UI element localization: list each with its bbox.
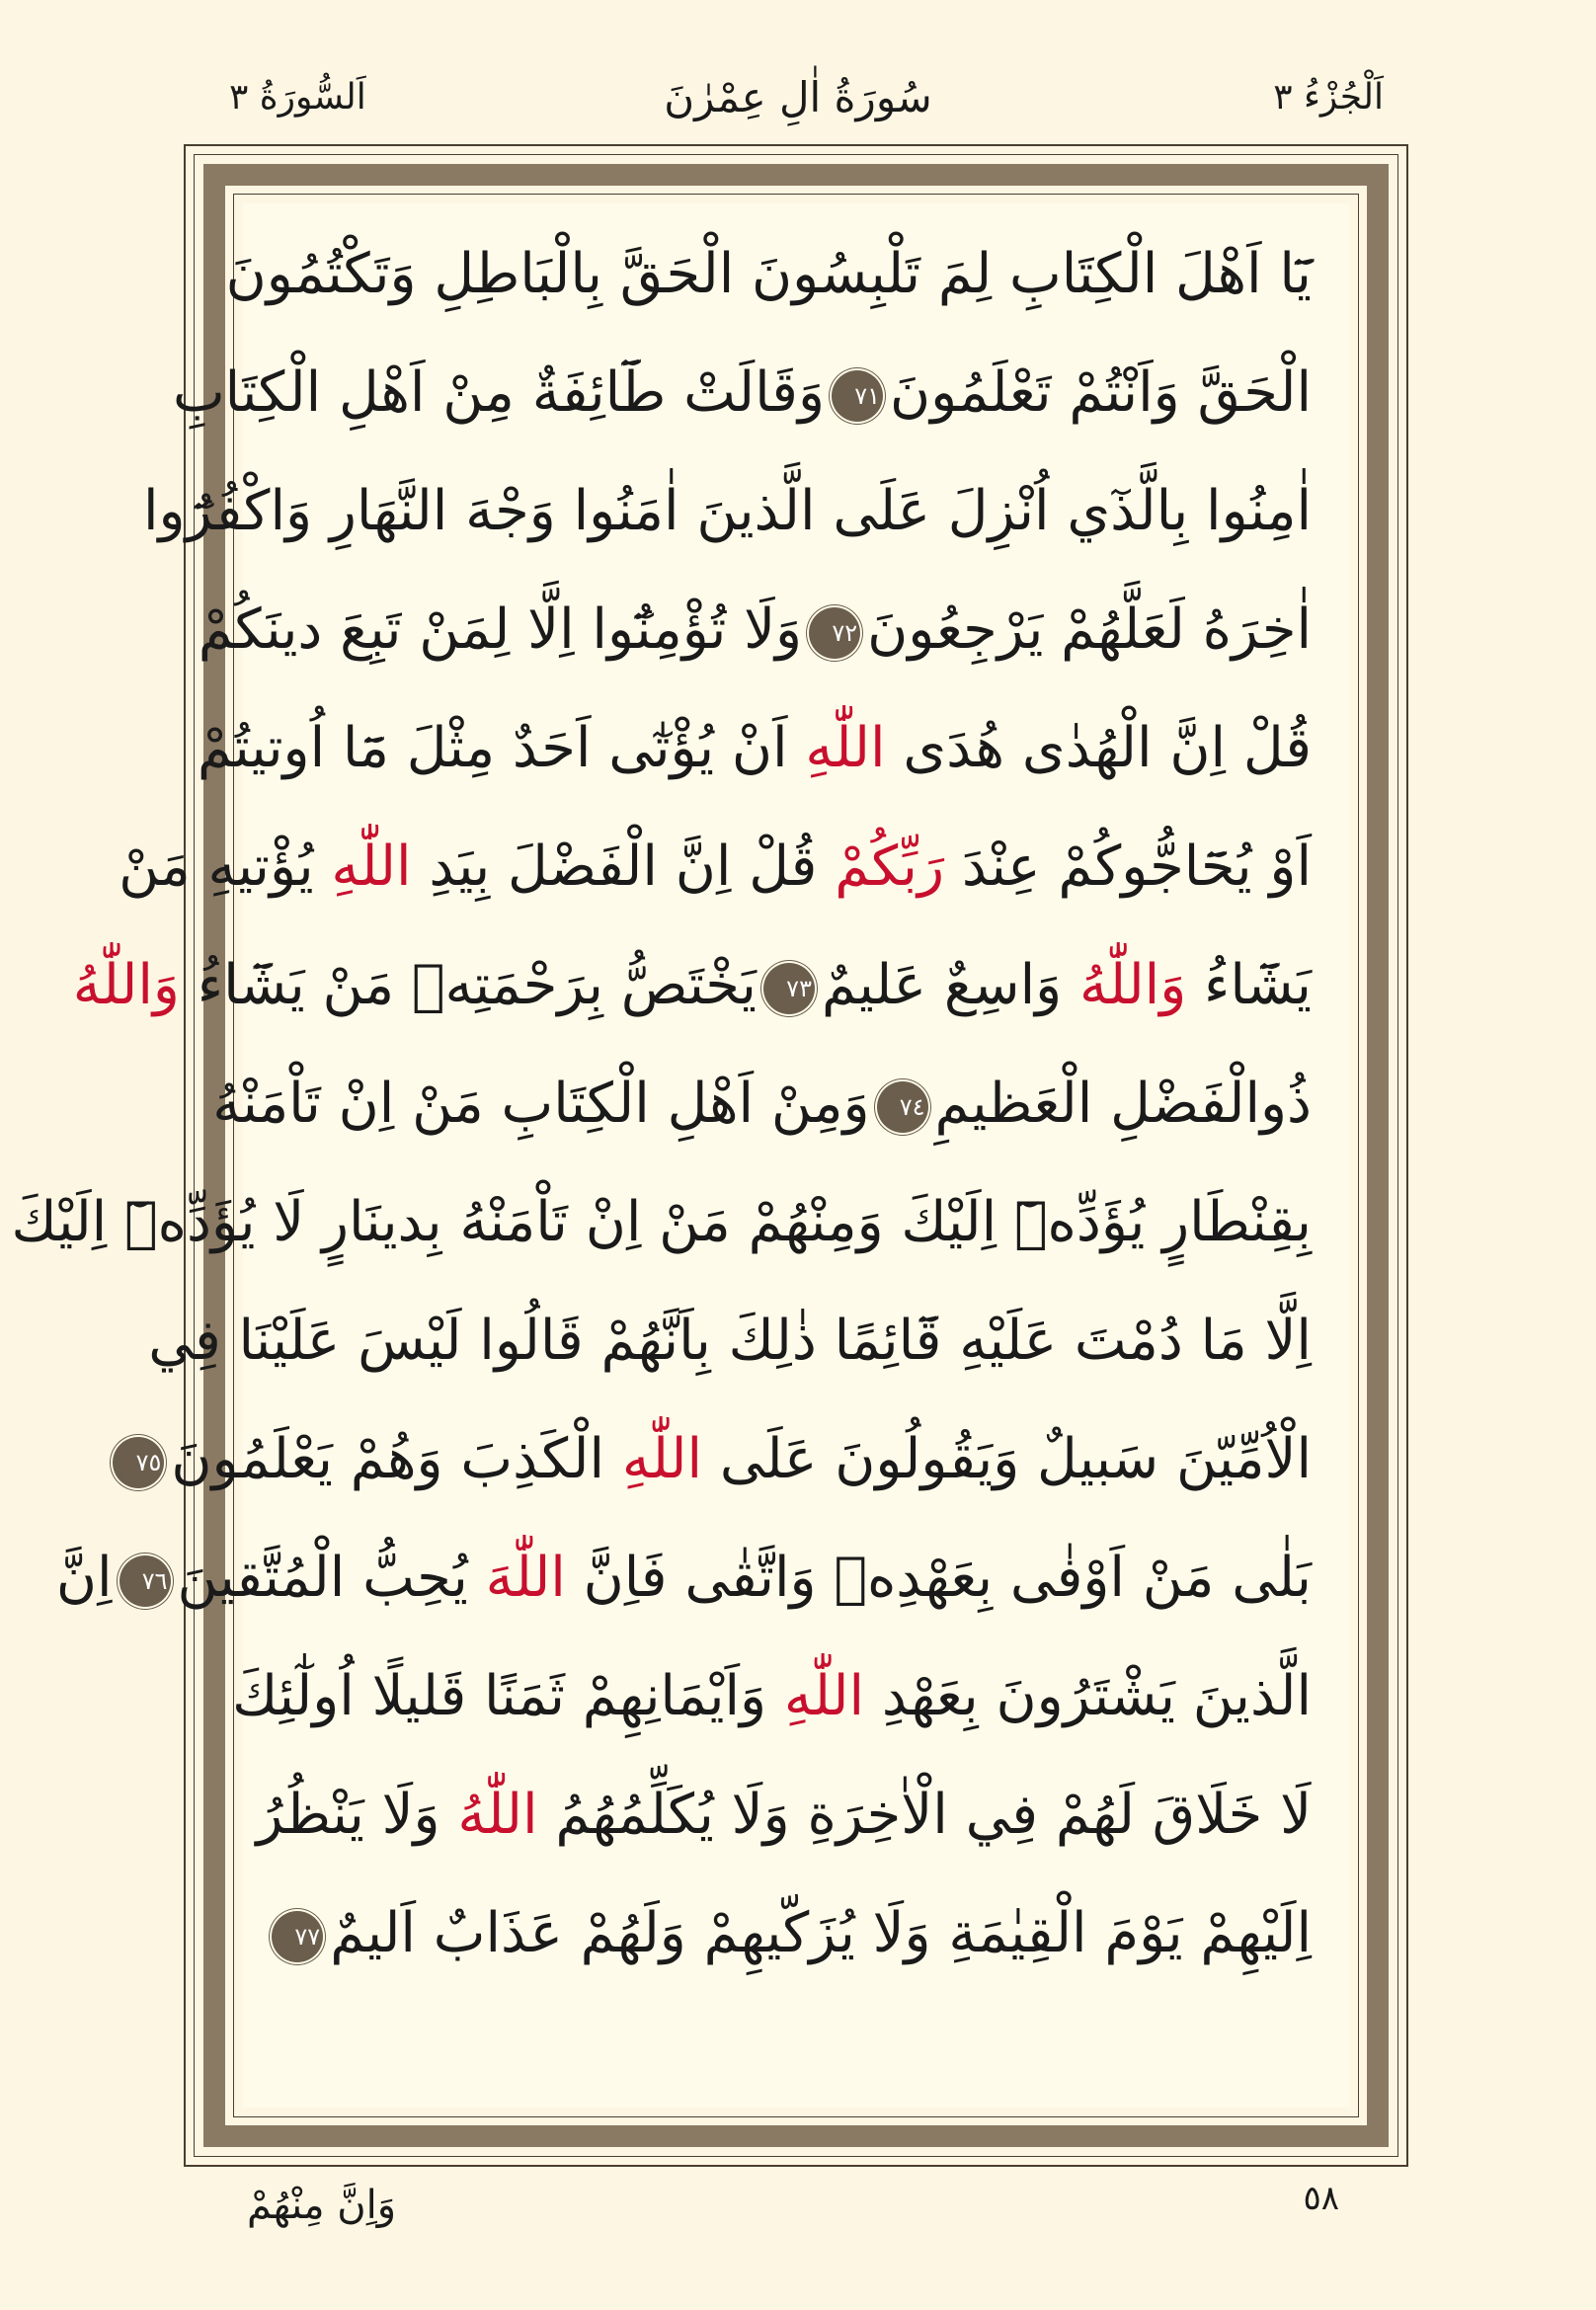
verse-text-segment: يُحِبُّ الْمُتَّقينَ (177, 1546, 486, 1610)
text-line (142, 452, 1349, 571)
verse-text-segment: اَنْ يُؤْتٰٓى اَحَدٌ مِثْلَ مَٓا اُوتيتُمْ (197, 716, 806, 780)
text-line (197, 689, 1349, 808)
divine-name-word: اللّٰهِ (783, 1664, 865, 1728)
verse-text-segment: الَّذينَ يَشْتَرُونَ بِعَهْدِ (864, 1664, 1312, 1728)
divine-name-word: اللّٰهِ (805, 716, 886, 780)
juz-label: اَلْجُزْءُ ٣ (1273, 77, 1384, 118)
verse-text-segment: بِقِنْطَارٍ يُؤَدِّه۪ٓ اِلَيْكَ وَمِنْهُمْ مَنْ اِنْ تَاْمَنْهُ بِدينَارٍ لَا يُؤَدِّه۪ٓ اِلَيْكَ (11, 1190, 1312, 1254)
verse-text-segment: بَلٰى مَنْ اَوْفٰى بِعَهْدِه۪ وَاتَّقٰى فَاِنَّ (565, 1546, 1312, 1610)
text-line (172, 334, 1349, 452)
divine-name-word: وَاللّٰهُ (72, 953, 180, 1017)
verse-text-segment: اٰمِنُوا بِالَّذٓي اُنْزِلَ عَلَى الَّذينَ اٰمَنُوا وَجْهَ النَّهَارِ وَاكْفُرُٓوا (142, 479, 1312, 543)
surah-number-label: اَلسُّورَةُ ٣ (229, 77, 366, 118)
surah-title: سُورَةُ اٰلِ عِمْرٰنَ (664, 73, 932, 121)
text-line (119, 808, 1349, 926)
ayah-number-marker: ٧١ (835, 373, 880, 419)
verse-text-segment: وَاَيْمَانِهِمْ ثَمَنًا قَليلًا اُولٰٓئِكَ (232, 1664, 784, 1728)
text-line (72, 926, 1349, 1045)
verse-text-segment: يَخْتَصُّ بِرَحْمَتِه۪ مَنْ يَشَٓاءُ (179, 953, 757, 1017)
divine-name-word: اللّٰهَ (485, 1546, 566, 1610)
verse-text-segment: لَا خَلَاقَ لَهُمْ فِي الْاٰخِرَةِ وَلَا يُكَلِّمُهُمُ (537, 1783, 1312, 1847)
verse-text-segment: وَقَالَتْ طَٓائِفَةٌ مِنْ اَهْلِ الْكِتَابِ (172, 360, 825, 425)
ayah-number-marker: ٧٢ (812, 610, 857, 656)
verse-text-segment: اِلَيْهِمْ يَوْمَ الْقِيٰمَةِ وَلَا يُزَكّيهِمْ وَلَهُمْ عَذَابٌ اَليمٌ (330, 1901, 1312, 1965)
ayah-number-marker: ٧٦ (122, 1558, 168, 1604)
ayah-number-marker: ٧٣ (766, 966, 812, 1011)
ayah-number-marker: ٧٥ (116, 1440, 161, 1485)
verse-text-segment: يَشَٓاءُ (1186, 953, 1312, 1017)
text-line (11, 1163, 1349, 1282)
divine-name-word: اللّٰهِ (621, 1427, 703, 1491)
ayah-number-marker: ٧٤ (880, 1084, 925, 1130)
verse-text-segment: اٰخِرَهُ لَعَلَّهُمْ يَرْجِعُونَ (867, 597, 1312, 662)
verse-text-segment: اِلَّا مَا دُمْتَ عَلَيْهِ قَٓائِمًا ذٰلِكَ بِاَنَّهُمْ قَالُوا لَيْسَ عَلَيْنَا فِي (148, 1309, 1312, 1373)
text-line (198, 571, 1349, 689)
catchword: وَاِنَّ مِنْهُمْ (247, 2183, 397, 2228)
page-number: ٥٨ (1303, 2179, 1339, 2218)
verse-text-segment: الْاُمِّيّنَ سَبيلٌ وَيَقُولُونَ عَلَى (702, 1427, 1312, 1491)
text-line (232, 1637, 1349, 1756)
divine-name-word: اللّٰهُ (457, 1783, 538, 1847)
verse-text-segment: الْحَقَّ وَاَنْتُمْ تَعْلَمُونَ (890, 360, 1312, 425)
text-line (135, 1400, 1349, 1519)
verse-text-segment: الْكَذِبَ وَهُمْ يَعْلَمُونَ (171, 1427, 622, 1491)
text-line (225, 215, 1349, 334)
text-line (148, 1282, 1349, 1400)
verse-text-segment: قُلْ اِنَّ الْهُدٰى هُدَى (885, 716, 1312, 780)
verse-text-segment: اَوْ يُحَٓاجُّوكُمْ عِنْدَ (944, 835, 1312, 899)
verse-text-segment: وَلَا يَنْظُرُ (256, 1783, 458, 1847)
verse-text-segment: ذُوالْفَضْلِ الْعَظيمِ (934, 1072, 1312, 1136)
verse-text-segment: يُؤْتيهِ مَنْ (119, 835, 332, 899)
text-line (243, 1756, 1349, 1874)
verse-text-segment: يَٓا اَهْلَ الْكِتَابِ لِمَ تَلْبِسُونَ الْحَقَّ بِالْبَاطِلِ وَتَكْتُمُونَ (225, 242, 1312, 306)
verse-text-segment: وَلَا تُؤْمِنُٓوا اِلَّا لِمَنْ تَبِعَ دينَكُمْ (198, 597, 803, 662)
page-frame (11, 144, 1408, 2167)
ayah-number-marker: ٧٧ (275, 1914, 320, 1959)
verse-text-segment: وَاسِعٌ عَليمٌ (821, 953, 1080, 1017)
text-line (243, 1874, 1349, 1993)
verse-text-segment: اِنَّ (55, 1546, 113, 1610)
divine-name-word: وَاللّٰهُ (1079, 953, 1187, 1017)
page-header (0, 57, 1596, 136)
text-body (11, 203, 1349, 2108)
verse-text-segment: قُلْ اِنَّ الْفَضْلَ بِيَدِ (411, 835, 836, 899)
divine-name-word: رَبِّكُمْ (835, 835, 945, 899)
divine-name-word: اللّٰهِ (331, 835, 412, 899)
text-line (212, 1045, 1349, 1163)
verse-text-segment: وَمِنْ اَهْلِ الْكِتَابِ مَنْ اِنْ تَاْمَنْهُ (212, 1072, 870, 1136)
text-line (55, 1519, 1349, 1637)
